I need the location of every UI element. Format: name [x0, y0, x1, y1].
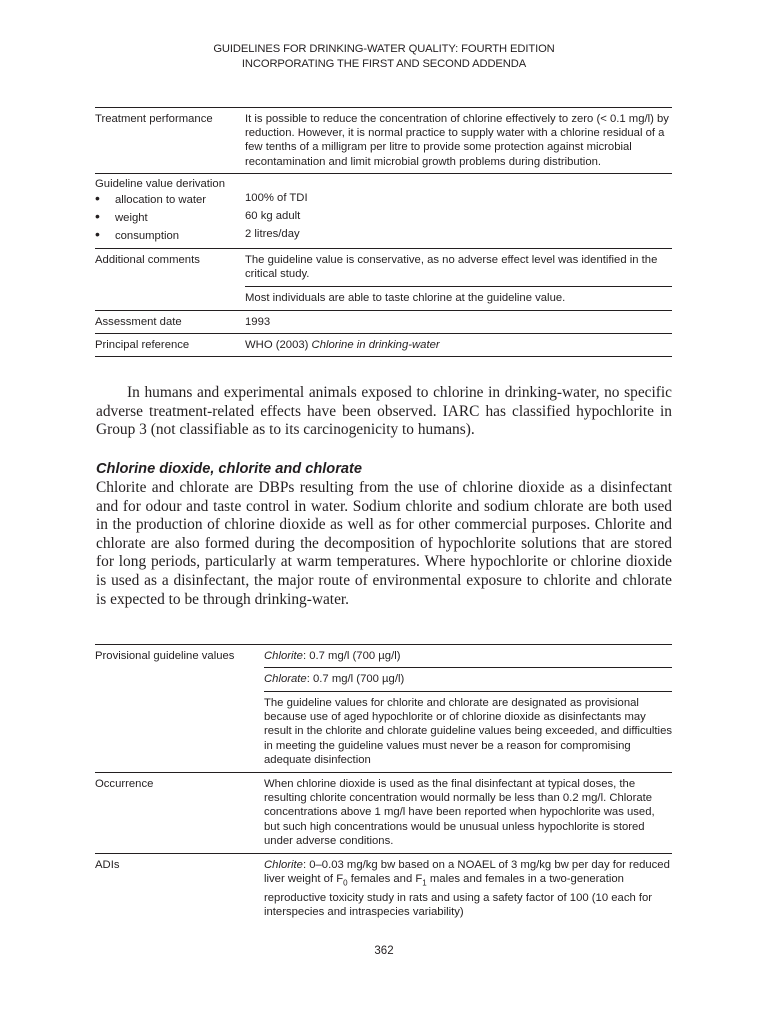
row-value — [264, 645, 672, 668]
row-label: ADIs — [95, 854, 264, 920]
treatment-performance-row — [95, 108, 672, 174]
item-label: weight — [115, 212, 148, 225]
chlorate-value: : 0.7 mg/l (700 µg/l) — [306, 673, 405, 685]
row-value: Most individuals are able to taste chlorine at the guideline value. — [245, 287, 672, 311]
item-value: 2 litres/day — [245, 228, 300, 241]
item-label: allocation to water — [115, 194, 207, 207]
chlorite-chlorate-table — [95, 644, 672, 919]
adi-text-part: females and F — [347, 873, 423, 886]
chlorate-value-row — [95, 668, 672, 692]
reference-prefix: WHO (2003) — [245, 339, 312, 352]
derivation-item-row — [95, 227, 672, 248]
subscript: 1 — [422, 878, 427, 888]
derivation-item-row — [95, 191, 672, 209]
row-value: It is possible to reduce the concentration of chlorine effectively to zero (< 0.1 mg/l) by reduction. However, it is normal practice to supply water with a chlorine residual of a few tenths of a milligram per litre to provide some protection against microbial recontamination and limit microbial growth problems during distribution. — [245, 108, 672, 174]
page-number: 362 — [374, 945, 394, 957]
row-value — [264, 668, 672, 692]
chlorine-summary-table — [95, 107, 672, 357]
chlorite-value: : 0.7 mg/l (700 µg/l) — [302, 650, 401, 662]
adi-text-part: : 0–0.03 mg/kg bw based on a NOAEL of 3 mg/kg bw per day for reduced liver weight of F — [264, 859, 670, 886]
paragraph-chlorine-dioxide: Chlorite and chlorate are DBPs resulting from the use of chlorine dioxide as a disinfectant and for odour and taste control in water. Sodium chlorite and sodium chlorate are both used in the production of chlorine dioxide as well as for other commercial purposes. Chlorite and chlorate are also formed during the decomposition of hypochlorite solutions that are stored for long periods, particularly at warm temperatures. Where hypochlorite or chlorine dioxide is used as a disinfectant, the major route of environmental exposure to chlorite and chlorate is expected to be through drinking-water. — [96, 479, 672, 608]
bullet-icon — [95, 191, 115, 207]
chlorite-term: Chlorite — [264, 650, 303, 662]
row-label: Assessment date — [95, 311, 245, 334]
additional-comments-row — [95, 248, 672, 286]
adis-row — [95, 854, 672, 920]
provisional-note-row — [95, 692, 672, 773]
row-label: Principal reference — [95, 334, 245, 357]
derivation-item-row — [95, 209, 672, 227]
provisional-values-row — [95, 645, 672, 668]
item-value: 100% of TDI — [245, 192, 308, 205]
additional-comments-row-2 — [95, 287, 672, 311]
header-line-1: GUIDELINES FOR DRINKING-WATER QUALITY: FOURTH EDITION — [213, 43, 555, 55]
adi-text-part: males and females in a two-generation reproductive toxicity study in rats and using a safety factor of 100 (10 each for interspecies and intraspecies variability) — [264, 873, 653, 918]
reference-title: Chlorine in drinking-water — [311, 339, 440, 352]
row-label: Treatment performance — [95, 108, 245, 174]
section-heading: Chlorine dioxide, chlorite and chlorate — [96, 461, 362, 477]
row-label: Guideline value derivation — [95, 173, 672, 191]
running-header — [0, 42, 768, 72]
row-value: The guideline value is conservative, as no adverse effect level was identified in the critical study. — [245, 248, 672, 286]
row-label: Provisional guideline values — [95, 645, 264, 668]
row-value: When chlorine dioxide is used as the final disinfectant at typical doses, the resulting chlorite concentration would normally be less than 0.2 mg/l. Chlorate concentrations above 1 mg/l have been reported when hypochlorite was used, but such high concentrations would be unusual unless hypochlorite is stored under adverse conditions. — [264, 773, 672, 854]
row-label: Occurrence — [95, 773, 264, 854]
occurrence-row — [95, 773, 672, 854]
chlorate-term: Chlorate — [264, 673, 307, 685]
item-value: 60 kg adult — [245, 210, 301, 223]
row-value — [245, 334, 672, 357]
row-label: Additional comments — [95, 248, 245, 286]
bullet-icon — [95, 227, 115, 243]
header-line-2: INCORPORATING THE FIRST AND SECOND ADDENDA — [241, 58, 527, 70]
item-label: consumption — [115, 230, 180, 243]
row-value: The guideline values for chlorite and chlorate are designated as provisional because use of aged hypochlorite or of chlorine dioxide as disinfectants may result in the chlorite and chlorate guideline values being exceeded, and difficulties in meeting the guideline values must never be a reason for compromising adequate disinfection — [264, 692, 672, 773]
adi-term: Chlorite — [264, 859, 303, 872]
derivation-heading-row — [95, 173, 672, 191]
subscript: 0 — [343, 878, 348, 888]
paragraph-chlorine-effects: In humans and experimental animals exposed to chlorine in drinking-water, no specific adverse treatment-related effects have been observed. IARC has classified hypochlorite in Group 3 (not classifiable as to its carcinogenicity to humans). — [96, 384, 672, 439]
principal-reference-row — [95, 334, 672, 357]
assessment-date-row — [95, 311, 672, 334]
bullet-icon — [95, 209, 115, 225]
row-value — [264, 854, 672, 920]
row-value: 1993 — [245, 311, 672, 334]
